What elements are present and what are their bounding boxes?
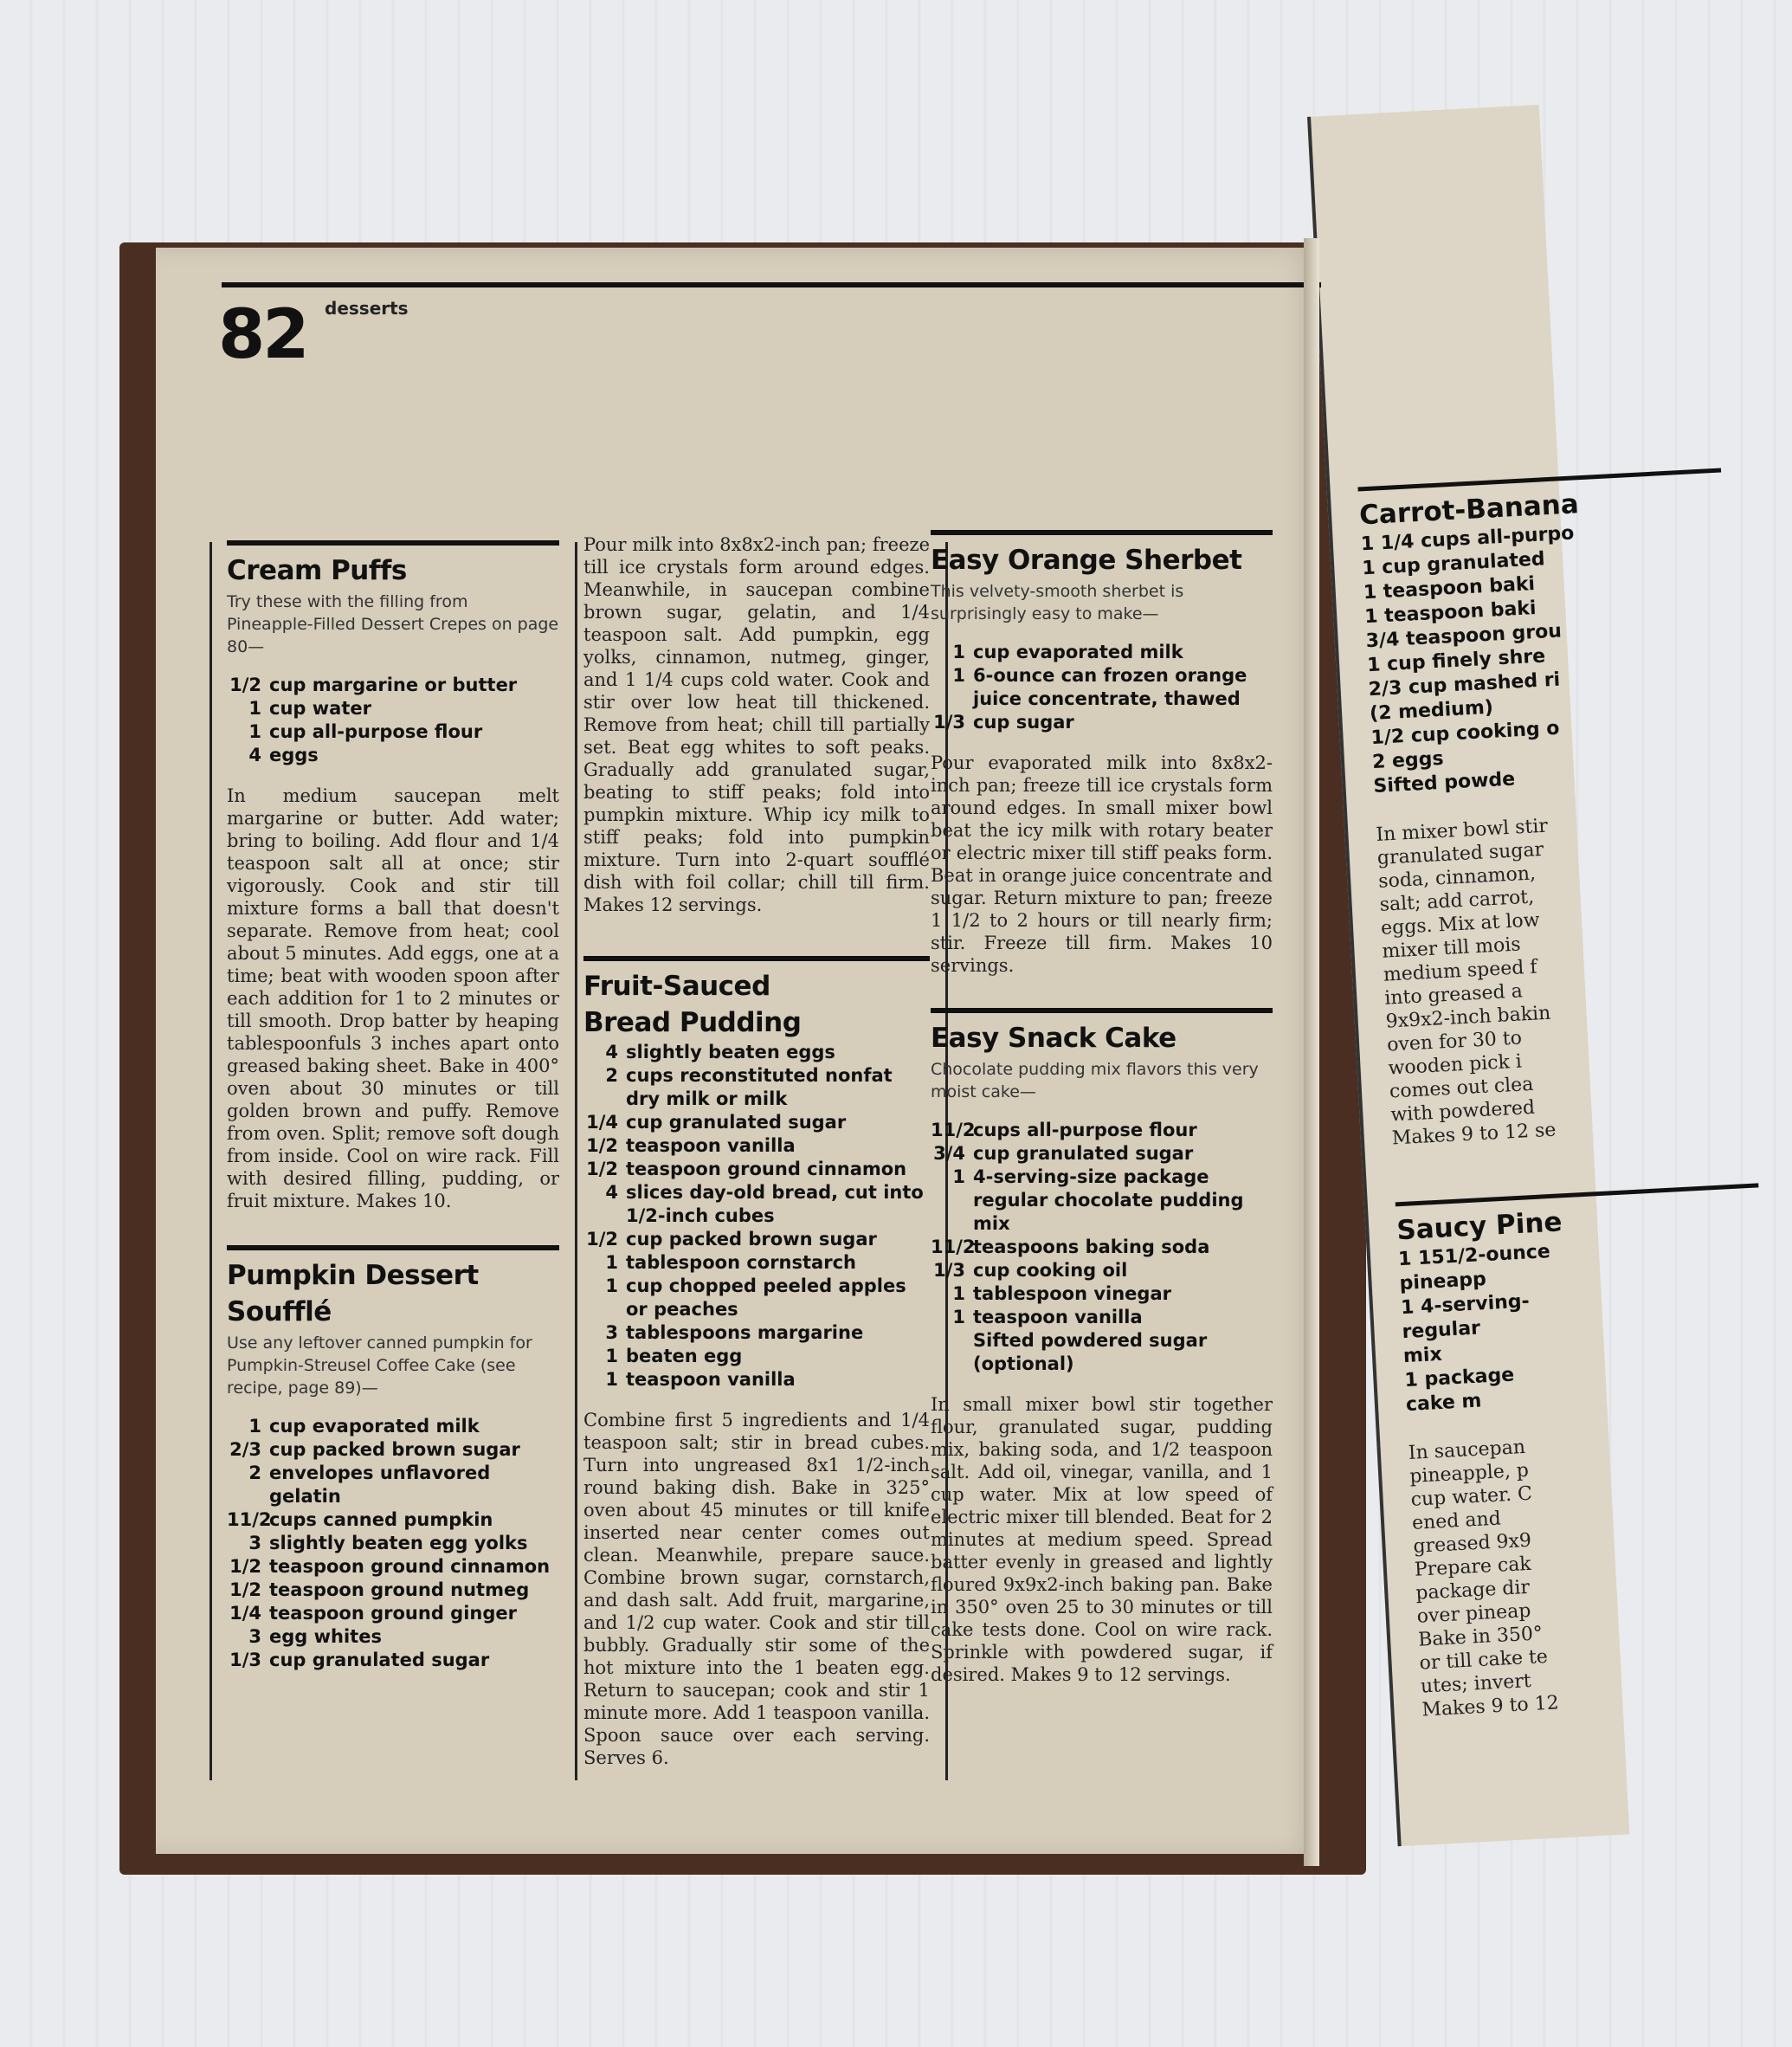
ingredient-text: cup packed brown sugar (626, 1229, 877, 1250)
ingredient-list (931, 1119, 1273, 1376)
column-3 (931, 530, 1273, 1686)
ingredient-amount: 1 (952, 1307, 965, 1327)
header-rule (222, 282, 1321, 287)
ingredient (583, 1321, 930, 1345)
ingredient-amount: 4 (248, 745, 261, 765)
recipe-pumpkin-souffle (227, 1245, 559, 1672)
column-1 (227, 540, 559, 1689)
next-line: greased 9x9 (1412, 1529, 1532, 1558)
next-line: or till cake te (1419, 1645, 1549, 1675)
ingredient (583, 1228, 930, 1251)
recipe-title: Pumpkin Dessert (227, 1260, 479, 1291)
recipe-rule (227, 1245, 559, 1250)
recipe-directions: Pour evaporated milk into 8x8x2-inch pan; freeze till ice crystals form around edges. In small mixer bowl beat the icy milk with rotary beater or electric mixer till stiff peaks form. Beat in orange juice concentrate and sugar. Return mixture to pan; freeze 1 1/2 to 2 hours or till nearly firm; stir. Freeze till firm. Makes 10 servings. (931, 752, 1273, 976)
ingredient-text: teaspoon vanilla (973, 1307, 1143, 1327)
ingredient-amount: 1 (952, 665, 965, 686)
next-line: soda, cinnamon, (1377, 862, 1537, 893)
recipe-directions: In small mixer bowl stir together flour, granulated sugar, pudding mix, baking soda, and 1/2 teaspoon salt. Add oil, vinegar, vanilla, and 1 cup water. Mix at low speed of electric mixer till blended. Beat for 2 minutes at medium speed. Spread batter evenly in greased and lightly floured 9x9x2-inch baking pan. Bake in 350° oven 25 to 30 minutes or till cake tests done. Cool on wire rack. Sprinkle with powdered sugar, if desired. Makes 9 to 12 servings. (931, 1394, 1273, 1685)
ingredient (227, 1508, 559, 1532)
recipe-rule (931, 530, 1273, 535)
next-line: 3/4 teaspoon grou (1365, 620, 1563, 653)
recipe-easy-orange-sherbet (931, 530, 1273, 977)
next-line: over pineap (1416, 1599, 1532, 1628)
ingredient-list (227, 674, 559, 767)
ingredient-text: envelopes unflavored gelatin (269, 1463, 491, 1507)
ingredient-text: cup granulated sugar (269, 1650, 490, 1670)
next-line: mix (1402, 1343, 1443, 1368)
next-line: pineapple, p (1408, 1459, 1530, 1488)
ingredient-amount: 3 (248, 1626, 261, 1647)
next-line: utes; invert (1420, 1669, 1532, 1698)
ingredient-amount: 11/2 (931, 1237, 976, 1257)
recipe-rule (931, 1008, 1273, 1013)
ingredient-text: eggs (269, 745, 319, 765)
ingredient-text: 6-ounce can frozen orange juice concentrate, thawed (973, 665, 1247, 709)
next-line: with powdered (1389, 1096, 1536, 1127)
ingredient-amount: 3 (248, 1533, 261, 1553)
next-line: pineapp (1399, 1269, 1487, 1295)
ingredient-text: Sifted powdered sugar (optional) (973, 1330, 1208, 1374)
ingredient-amount: 1 (605, 1369, 618, 1390)
ingredient-amount: 1/4 (229, 1603, 261, 1624)
recipe-title: Soufflé (227, 1296, 332, 1327)
ingredient-amount: 1 (605, 1252, 618, 1273)
ingredient-text: slightly beaten eggs (626, 1042, 835, 1062)
recipe-title: Bread Pudding (583, 1007, 802, 1038)
next-line: package dir (1415, 1576, 1531, 1605)
ingredient-amount: 4 (605, 1182, 618, 1203)
next-line: 1/2 cup cooking o (1370, 717, 1561, 750)
cookbook-page (156, 248, 1318, 1854)
ingredient-amount: 2 (605, 1065, 618, 1086)
ingredient-text: teaspoons baking soda (973, 1237, 1210, 1257)
column-rule (575, 542, 577, 1780)
ingredient (227, 1579, 559, 1602)
ingredient (227, 697, 559, 720)
recipe-directions: In medium saucepan melt margarine or butter. Add water; bring to boiling. Add flour and 1/4 teaspoon salt all at once; stir vigorously. Cook and stir till mixture forms a ball that doesn't separate. Remove from heat; cool about 5 minutes. Add eggs, one at a time; beat with wooden spoon after each addition for 1 to 2 minutes or till smooth. Drop batter by heaping tablespoonfuls 3 inches apart onto greased baking sheet. Bake in 400° oven about 30 minutes or till golden brown and puffy. Remove from oven. Split; remove soft dough from inside. Cool on wire rack. Fill with desired filling, pudding, or fruit mixture. Makes 10. (227, 785, 559, 1211)
next-directions-2 (1408, 1423, 1785, 1722)
ingredient-amount: 11/2 (931, 1120, 976, 1140)
ingredient (931, 1259, 1273, 1282)
ingredient-amount: 1/3 (933, 1260, 965, 1281)
next-line: 1 4-serving- (1400, 1290, 1531, 1320)
ingredient-text: tablespoon vinegar (973, 1283, 1171, 1304)
next-line: Sifted powde (1372, 768, 1516, 798)
next-line: Bake in 350° (1417, 1623, 1544, 1651)
recipe-intro: Use any leftover canned pumpkin for Pumpkin-Streusel Coffee Cake (see recipe, page 89)— (227, 1333, 532, 1398)
ingredient (227, 1438, 559, 1462)
ingredient (583, 1064, 930, 1111)
recipe-rule (227, 540, 559, 546)
next-line: Makes 9 to 12 se (1391, 1119, 1557, 1150)
next-line: oven for 30 to (1386, 1027, 1523, 1056)
ingredient-text: cup cooking oil (973, 1260, 1128, 1281)
ingredient-text: cup margarine or butter (269, 675, 518, 695)
ingredient-text: teaspoon vanilla (626, 1369, 796, 1390)
ingredient (583, 1345, 930, 1368)
ingredient-amount: 1 (605, 1275, 618, 1296)
ingredient (583, 1181, 930, 1228)
ingredient-amount: 11/2 (227, 1509, 272, 1530)
ingredient (931, 1236, 1273, 1259)
recipe-intro: Try these with the filling from Pineapple-Filled Dessert Crepes on page 80— (227, 592, 559, 656)
next-line: 2 eggs (1371, 747, 1445, 774)
ingredient (227, 1602, 559, 1625)
ingredient-list (931, 641, 1273, 734)
ingredient-amount: 1 (248, 1416, 261, 1437)
ingredient-text: cup granulated sugar (973, 1143, 1194, 1164)
ingredient (931, 1306, 1273, 1329)
ingredient-list (583, 1041, 930, 1392)
ingredient-text: cup granulated sugar (626, 1112, 847, 1133)
ingredient (227, 1625, 559, 1649)
ingredient-amount: 1/2 (586, 1135, 618, 1156)
next-line: In mixer bowl stir (1375, 815, 1549, 846)
ingredient-text: tablespoon cornstarch (626, 1252, 856, 1273)
next-line: 1 1/4 cups all-purpo (1360, 522, 1575, 556)
ingredient (227, 674, 559, 697)
section-label: desserts (325, 298, 409, 319)
ingredient-text: teaspoon vanilla (626, 1135, 796, 1156)
next-line: 1 teaspoon baki (1363, 597, 1537, 629)
page-gutter (1304, 238, 1319, 1866)
recipe-title: Cream Puffs (227, 555, 407, 586)
column-2 (583, 533, 930, 1769)
ingredient-text: cup evaporated milk (973, 642, 1183, 662)
ingredient-text: beaten egg (626, 1346, 743, 1366)
ingredient (227, 744, 559, 767)
ingredient-amount: 1 (248, 721, 261, 742)
ingredient-list (227, 1415, 559, 1672)
ingredient-text: teaspoon ground cinnamon (269, 1556, 551, 1577)
ingredient-text: tablespoons margarine (626, 1322, 864, 1343)
ingredient-amount: 1/4 (586, 1112, 618, 1133)
ingredient-text: slices day-old bread, cut into 1/2-inch cubes (626, 1182, 924, 1226)
next-line: ened and (1411, 1508, 1502, 1534)
recipe-directions: Combine first 5 ingredients and 1/4 teaspoon salt; stir in bread cubes. Turn into ungreased 8x1 1/2-inch round baking dish. Bake in 325° oven about 45 minutes or till knife inserted near center comes out clean. Meanwhile, prepare sauce. Combine brown sugar, cornstarch, and dash salt. Add fruit, margarine, and 1/2 cup water. Cook and stir till bubbly. Gradually stir some of the hot mixture into the 1 beaten egg. Return to saucepan; cook and stir 1 minute more. Add 1 teaspoon vanilla. Spoon sauce over each serving. Serves 6. (583, 1410, 930, 1768)
recipe-title: Easy Snack Cake (931, 1023, 1176, 1054)
pumpkin-souffle-directions: Pour milk into 8x8x2-inch pan; freeze till ice crystals form around edges. Meanwhile, in saucepan combine brown sugar, gelatin, and 1/4 teaspoon salt. Add pumpkin, egg yolks, cinnamon, nutmeg, ginger, and 1 1/4 cups cold water. Cook and stir over low heat till thickened. Remove from heat; chill till partially set. Beat egg whites to soft peaks. Gradually add granulated sugar, beating to stiff peaks; fold into pumpkin mixture. Whip icy milk to stiff peaks; fold into pumpkin mixture. Turn into 2-quart soufflé dish with foil collar; chill till firm. Makes 12 servings. (583, 534, 930, 915)
ingredient-amount: 1/2 (229, 675, 261, 695)
ingredient (931, 1142, 1273, 1166)
ingredient-amount: 1 (952, 1283, 965, 1304)
ingredient (227, 1462, 559, 1508)
ingredient (583, 1158, 930, 1181)
recipe-easy-snack-cake (931, 1008, 1273, 1686)
ingredient (931, 1329, 1273, 1376)
ingredient (583, 1368, 930, 1392)
ingredient-amount: 1 (952, 1166, 965, 1187)
ingredient (583, 1111, 930, 1134)
next-line: granulated sugar (1376, 838, 1544, 869)
ingredient-text: cups reconstituted nonfat dry milk or milk (626, 1065, 893, 1109)
recipe-title: Easy Orange Sherbet (931, 545, 1242, 576)
ingredient-text: cup sugar (973, 712, 1074, 733)
ingredient-text: cup all-purpose flour (269, 721, 483, 742)
next-line: into greased a (1383, 980, 1524, 1010)
ingredient (227, 1555, 559, 1579)
next-line: regular (1401, 1317, 1481, 1344)
next-ingredients-2 (1398, 1229, 1770, 1417)
next-line: 2/3 cup mashed ri (1368, 668, 1561, 701)
ingredient (931, 1282, 1273, 1306)
ingredient-text: teaspoon ground cinnamon (626, 1159, 907, 1179)
ingredient-amount: 1/3 (933, 712, 965, 733)
column-rule (209, 542, 212, 1780)
ingredient-text: cups all-purpose flour (973, 1120, 1197, 1140)
ingredient-amount: 1/3 (229, 1650, 261, 1670)
ingredient (931, 1166, 1273, 1236)
page-number: 82 (218, 296, 307, 374)
ingredient-amount: 2 (248, 1463, 261, 1483)
ingredient (227, 720, 559, 744)
ingredient-amount (931, 1329, 965, 1376)
recipe-intro: This velvety-smooth sherbet is surprisingly easy to make— (931, 582, 1184, 623)
next-line: comes out clea (1389, 1073, 1534, 1103)
next-line: 1 cup granulated (1361, 548, 1546, 580)
next-line: medium speed f (1383, 956, 1538, 986)
ingredient-text: 4-serving-size package regular chocolate pudding mix (973, 1166, 1244, 1234)
next-line: Prepare cak (1414, 1553, 1532, 1581)
next-line: cake m (1405, 1390, 1482, 1417)
next-title-1: Carrot-Banana (1358, 488, 1580, 532)
next-line: In saucepan (1408, 1436, 1526, 1464)
ingredient-text: teaspoon ground nutmeg (269, 1579, 530, 1600)
next-line: wooden pick i (1387, 1050, 1523, 1080)
ingredient (227, 1649, 559, 1672)
next-line: (2 medium) (1369, 696, 1494, 726)
ingredient-amount: 1/2 (586, 1159, 618, 1179)
recipe-cream-puffs (227, 540, 559, 1212)
next-line: 9x9x2-inch bakin (1385, 1002, 1551, 1033)
ingredient (931, 1119, 1273, 1142)
ingredient (227, 1532, 559, 1555)
next-ingredients-1 (1360, 513, 1737, 799)
next-line: mixer till mois (1381, 933, 1522, 963)
ingredient-amount: 1 (952, 642, 965, 662)
ingredient-text: cup water (269, 698, 371, 719)
ingredient-amount: 1/2 (229, 1556, 261, 1577)
ingredient-text: teaspoon ground ginger (269, 1603, 517, 1624)
ingredient-text: cup chopped peeled apples or peaches (626, 1275, 906, 1320)
next-title-2: Saucy Pine (1396, 1206, 1563, 1247)
next-directions-1 (1376, 804, 1756, 1150)
ingredient (583, 1251, 930, 1275)
ingredient (583, 1041, 930, 1064)
ingredient (931, 641, 1273, 664)
ingredient-text: cup evaporated milk (269, 1416, 480, 1437)
ingredient (931, 664, 1273, 711)
ingredient-amount: 3/4 (933, 1143, 965, 1164)
ingredient (931, 711, 1273, 734)
next-line: salt; add carrot, (1379, 886, 1535, 916)
ingredient-amount: 3 (605, 1322, 618, 1343)
ingredient-amount: 1 (248, 698, 261, 719)
next-line: 1 cup finely shre (1366, 645, 1546, 677)
recipe-intro: Chocolate pudding mix flavors this very moist cake— (931, 1060, 1259, 1101)
ingredient-text: cups canned pumpkin (269, 1509, 493, 1530)
next-line: 1 teaspoon baki (1363, 572, 1536, 604)
recipe-title: Fruit-Sauced (583, 971, 770, 1002)
ingredient-text: cup packed brown sugar (269, 1439, 520, 1460)
next-line: Makes 9 to 12 (1421, 1692, 1560, 1721)
ingredient (227, 1415, 559, 1438)
ingredient-amount: 2/3 (229, 1439, 261, 1460)
ingredient (583, 1275, 930, 1321)
next-line: eggs. Mix at low (1380, 909, 1541, 940)
next-line: cup water. C (1410, 1482, 1533, 1511)
ingredient-text: egg whites (269, 1626, 382, 1647)
recipe-rule (583, 956, 930, 961)
ingredient-amount: 1/2 (229, 1579, 261, 1600)
ingredient-amount: 1/2 (586, 1229, 618, 1250)
next-line: 1 package (1403, 1364, 1515, 1392)
next-line: 1 151/2-ounce (1397, 1241, 1551, 1271)
ingredient (583, 1134, 930, 1158)
recipe-fruit-sauced-bread-pudding (583, 956, 930, 1769)
ingredient-amount: 4 (605, 1042, 618, 1062)
ingredient-amount: 1 (605, 1346, 618, 1366)
ingredient-text: slightly beaten egg yolks (269, 1533, 528, 1553)
